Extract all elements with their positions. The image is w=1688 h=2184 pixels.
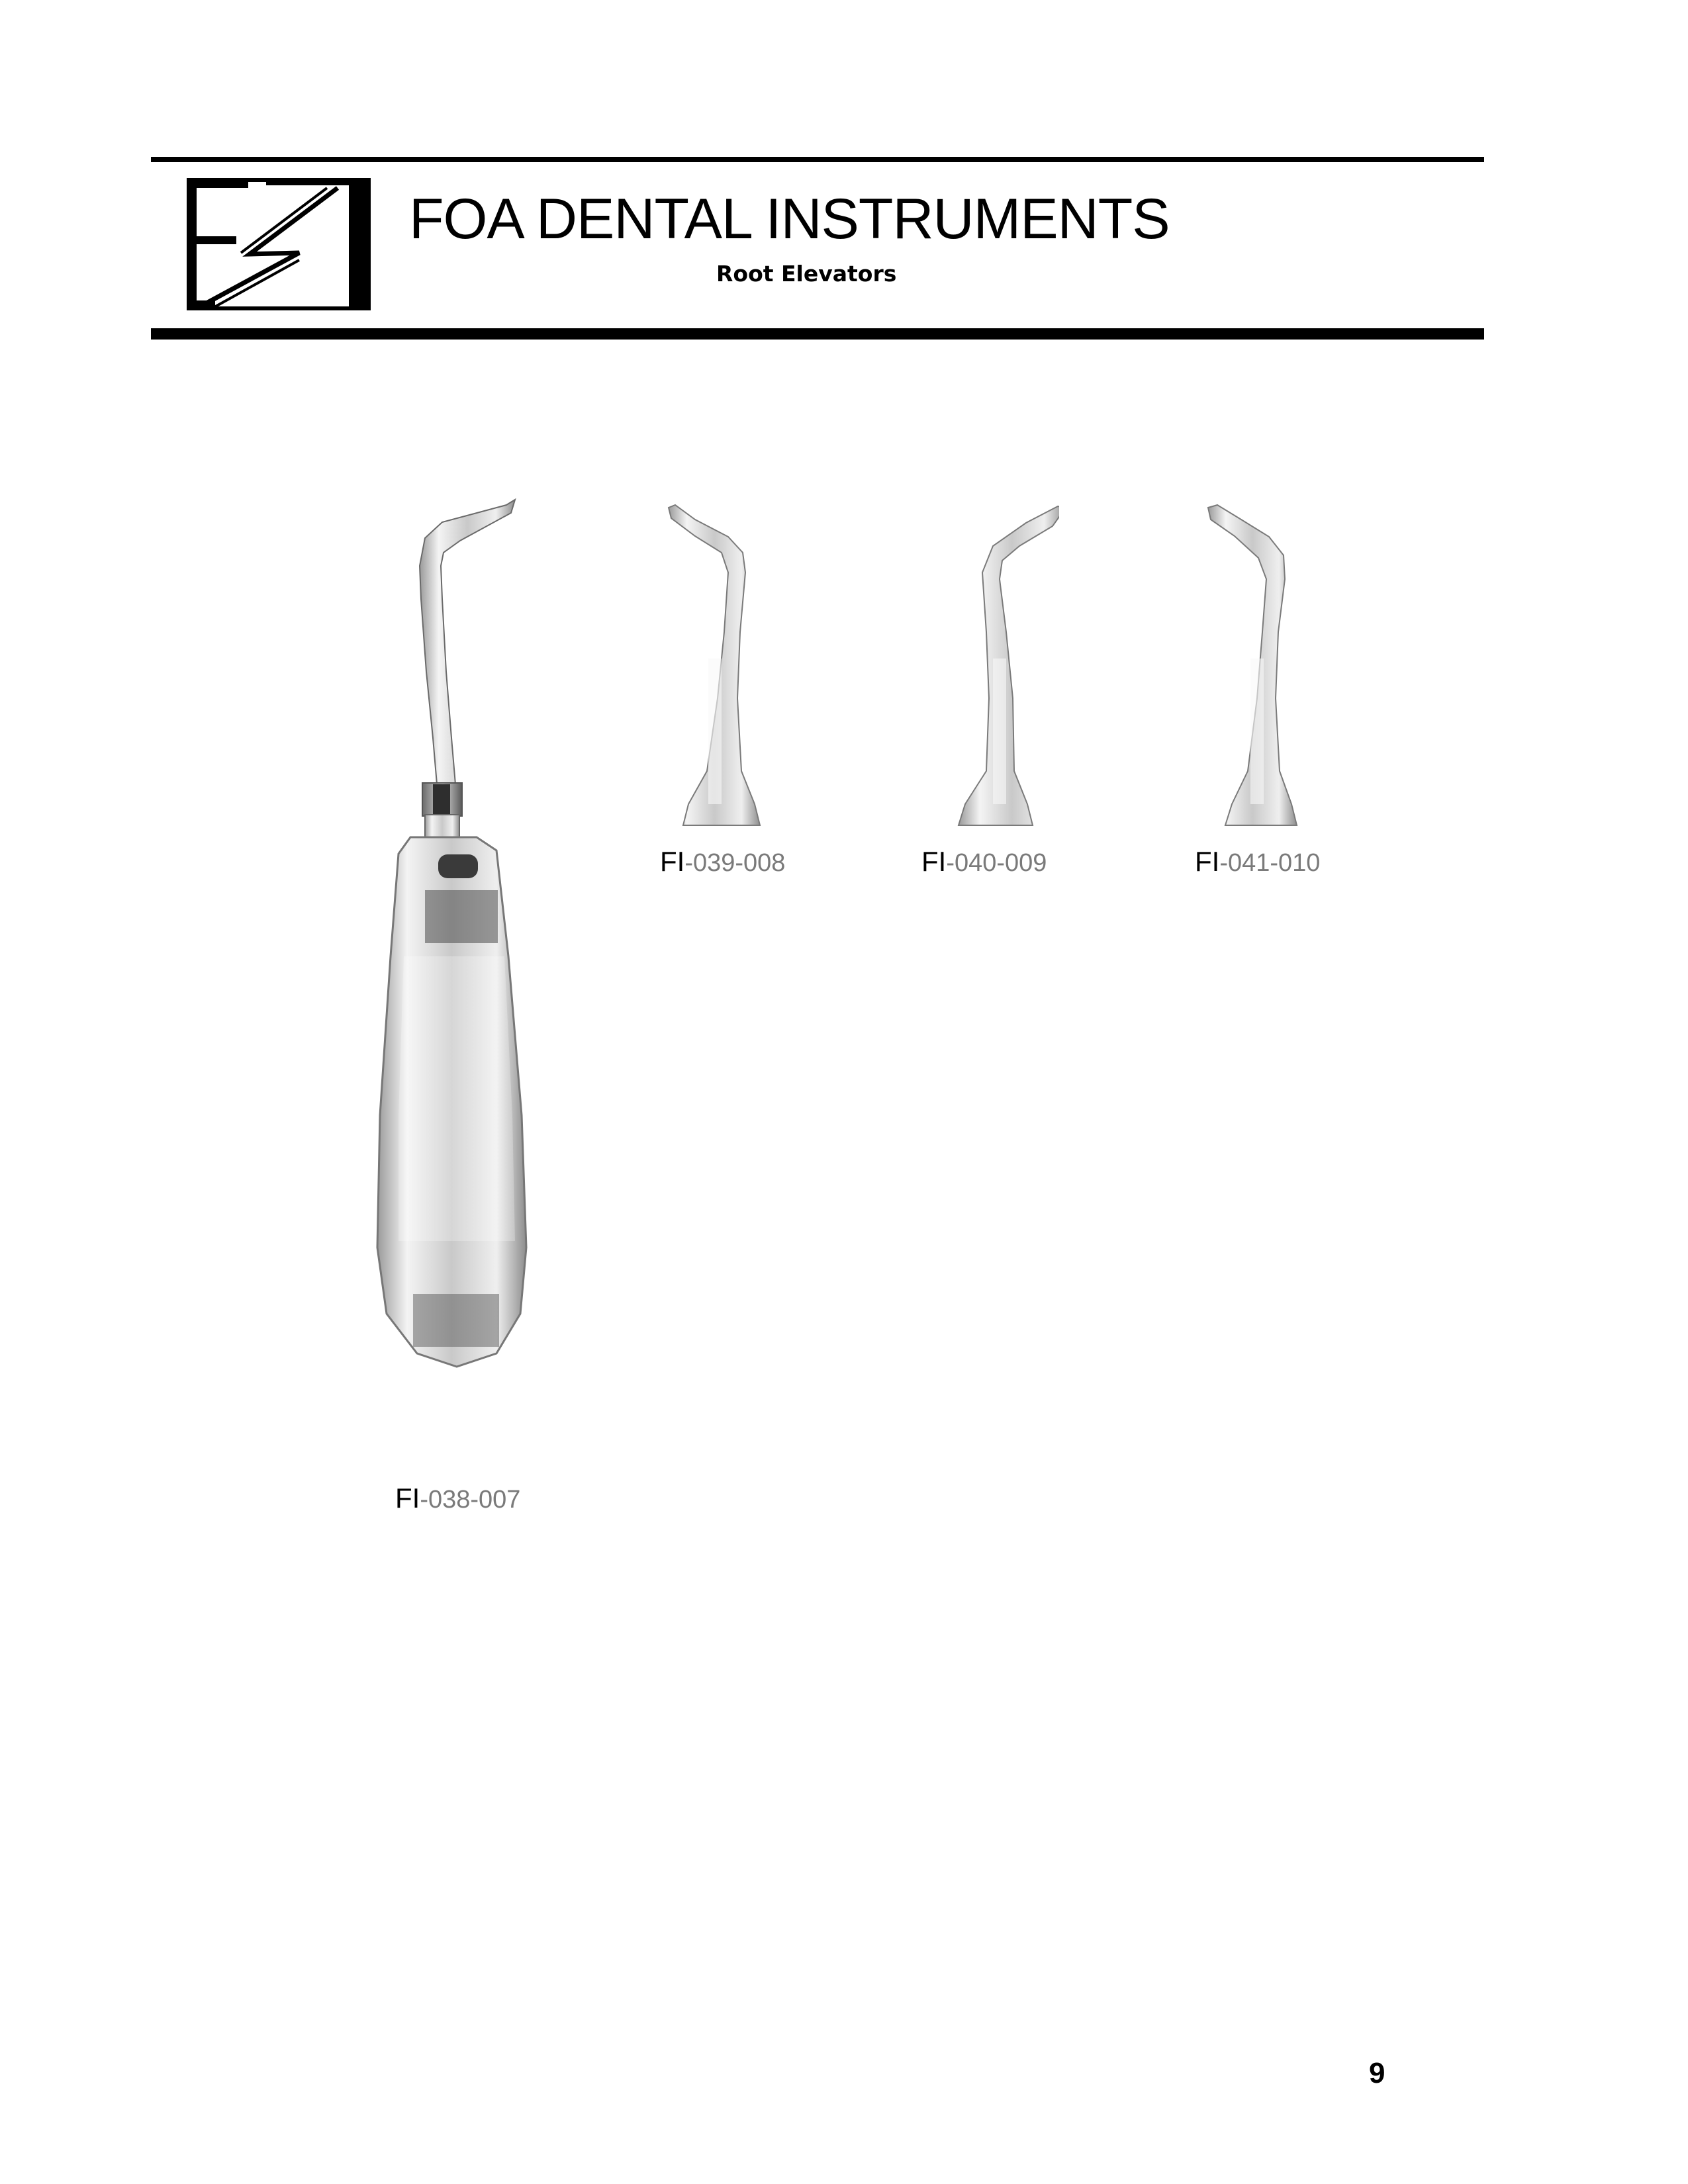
header-top-rule [151, 157, 1484, 162]
root-elevator-fi-039-008-image [655, 500, 774, 831]
page-number: 9 [1369, 2057, 1385, 2089]
instrument-code-prefix: FI [921, 846, 947, 877]
instrument-code-prefix: FI [395, 1482, 420, 1514]
instrument-code-prefix: FI [1195, 846, 1220, 877]
section-subtitle: Root Elevators [716, 261, 897, 287]
instrument-code-fi-039-008 [660, 846, 785, 878]
instrument-code-number: -041-010 [1219, 849, 1321, 877]
catalog-title: FOA DENTAL INSTRUMENTS [409, 187, 1170, 251]
instrument-code-fi-040-009 [921, 846, 1047, 878]
instrument-code-prefix: FI [660, 846, 685, 877]
instrument-code-number: -040-009 [946, 849, 1047, 877]
instrument-code-number: -038-007 [420, 1486, 521, 1514]
instrument-code-fi-041-010 [1195, 846, 1320, 878]
header-bottom-rule [151, 328, 1484, 340]
instrument-code-number: -039-008 [684, 849, 786, 877]
root-elevator-fi-038-007-image [364, 493, 549, 1473]
instrument-code-fi-038-007 [395, 1482, 520, 1514]
foa-logo [187, 178, 371, 310]
root-elevator-fi-040-009-image [940, 500, 1059, 831]
root-elevator-fi-041-010-image [1195, 500, 1314, 831]
